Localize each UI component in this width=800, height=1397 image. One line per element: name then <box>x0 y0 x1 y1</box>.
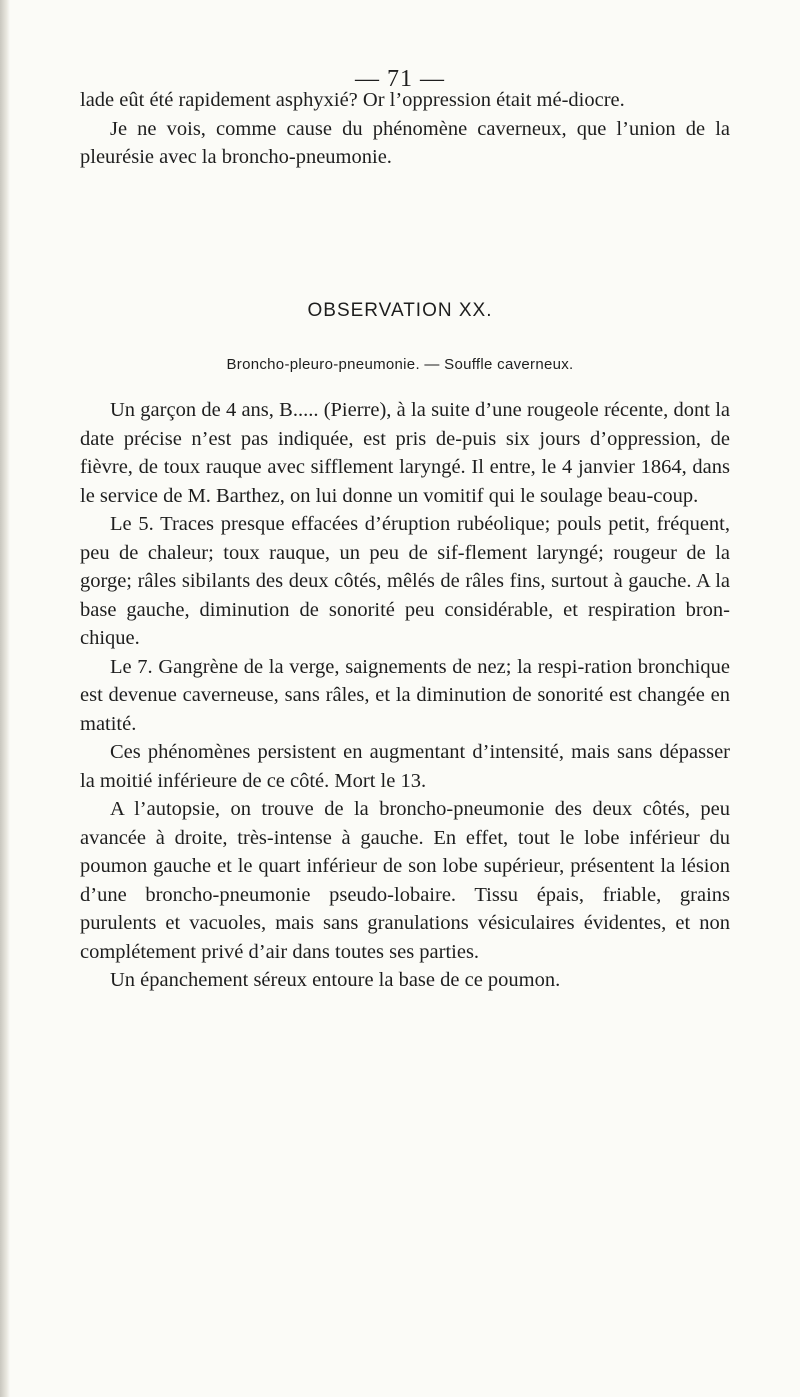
observation-subtitle: Broncho-pleuro-pneumonie. — Souffle caverneux. <box>226 356 574 373</box>
page-number: — 71 — <box>355 66 445 92</box>
intro-paragraph-2: Je ne vois, comme cause du phénomène caverneux, que l’union de la pleurésie avec la broncho-pneumonie. <box>80 117 730 168</box>
intro-paragraph-1: lade eût été rapidement asphyxié? Or l’oppression était mé-diocre. <box>80 89 625 111</box>
intro-block <box>80 86 730 172</box>
observation-paragraph-2: Le 5. Traces presque effacées d’éruption rubéolique; pouls petit, fréquent, peu de chaleur; toux rauque, un peu de sif-flement laryngé; rougeur de la gorge; râles sibilants des deux côtés, mêlés de râles fins, surtout à gauche. A la base gauche, diminution de sonorité peu considérable, et respiration bron-chique. <box>80 513 730 649</box>
page-binding-edge <box>0 0 10 1397</box>
observation-paragraph-3: Le 7. Gangrène de la verge, saignements de nez; la respi-ration bronchique est devenue caverneuse, sans râles, et la diminution de sonorité est changée en matité. <box>80 655 730 735</box>
observation-title: OBSERVATION XX. <box>307 300 493 321</box>
observation-paragraph-1: Un garçon de 4 ans, B..... (Pierre), à la suite d’une rougeole récente, dont la date précise n’est pas indiquée, est pris de-puis six jours d’oppression, de fièvre, de toux rauque avec sifflement laryngé. Il entre, le 4 janvier 1864, dans le service de M. Barthez, on lui donne un vomitif qui le soulage beau-coup. <box>80 399 730 507</box>
observation-paragraph-6: Un épanchement séreux entoure la base de ce poumon. <box>110 969 561 991</box>
observation-body <box>80 396 730 995</box>
observation-paragraph-5: A l’autopsie, on trouve de la broncho-pneumonie des deux côtés, peu avancée à droite, très-intense à gauche. En effet, tout le lobe inférieur du poumon gauche et le quart inférieur de son lobe supérieur, présentent la lésion d’une broncho-pneumonie pseudo-lobaire. Tissu épais, friable, grains purulents et vacuoles, mais sans granulations vésiculaires évidentes, et non complétement privé d’air dans toutes ses parties. <box>80 798 730 963</box>
observation-paragraph-4: Ces phénomènes persistent en augmentant d’intensité, mais sans dépasser la moitié inférieure de ce côté. Mort le 13. <box>80 741 730 792</box>
